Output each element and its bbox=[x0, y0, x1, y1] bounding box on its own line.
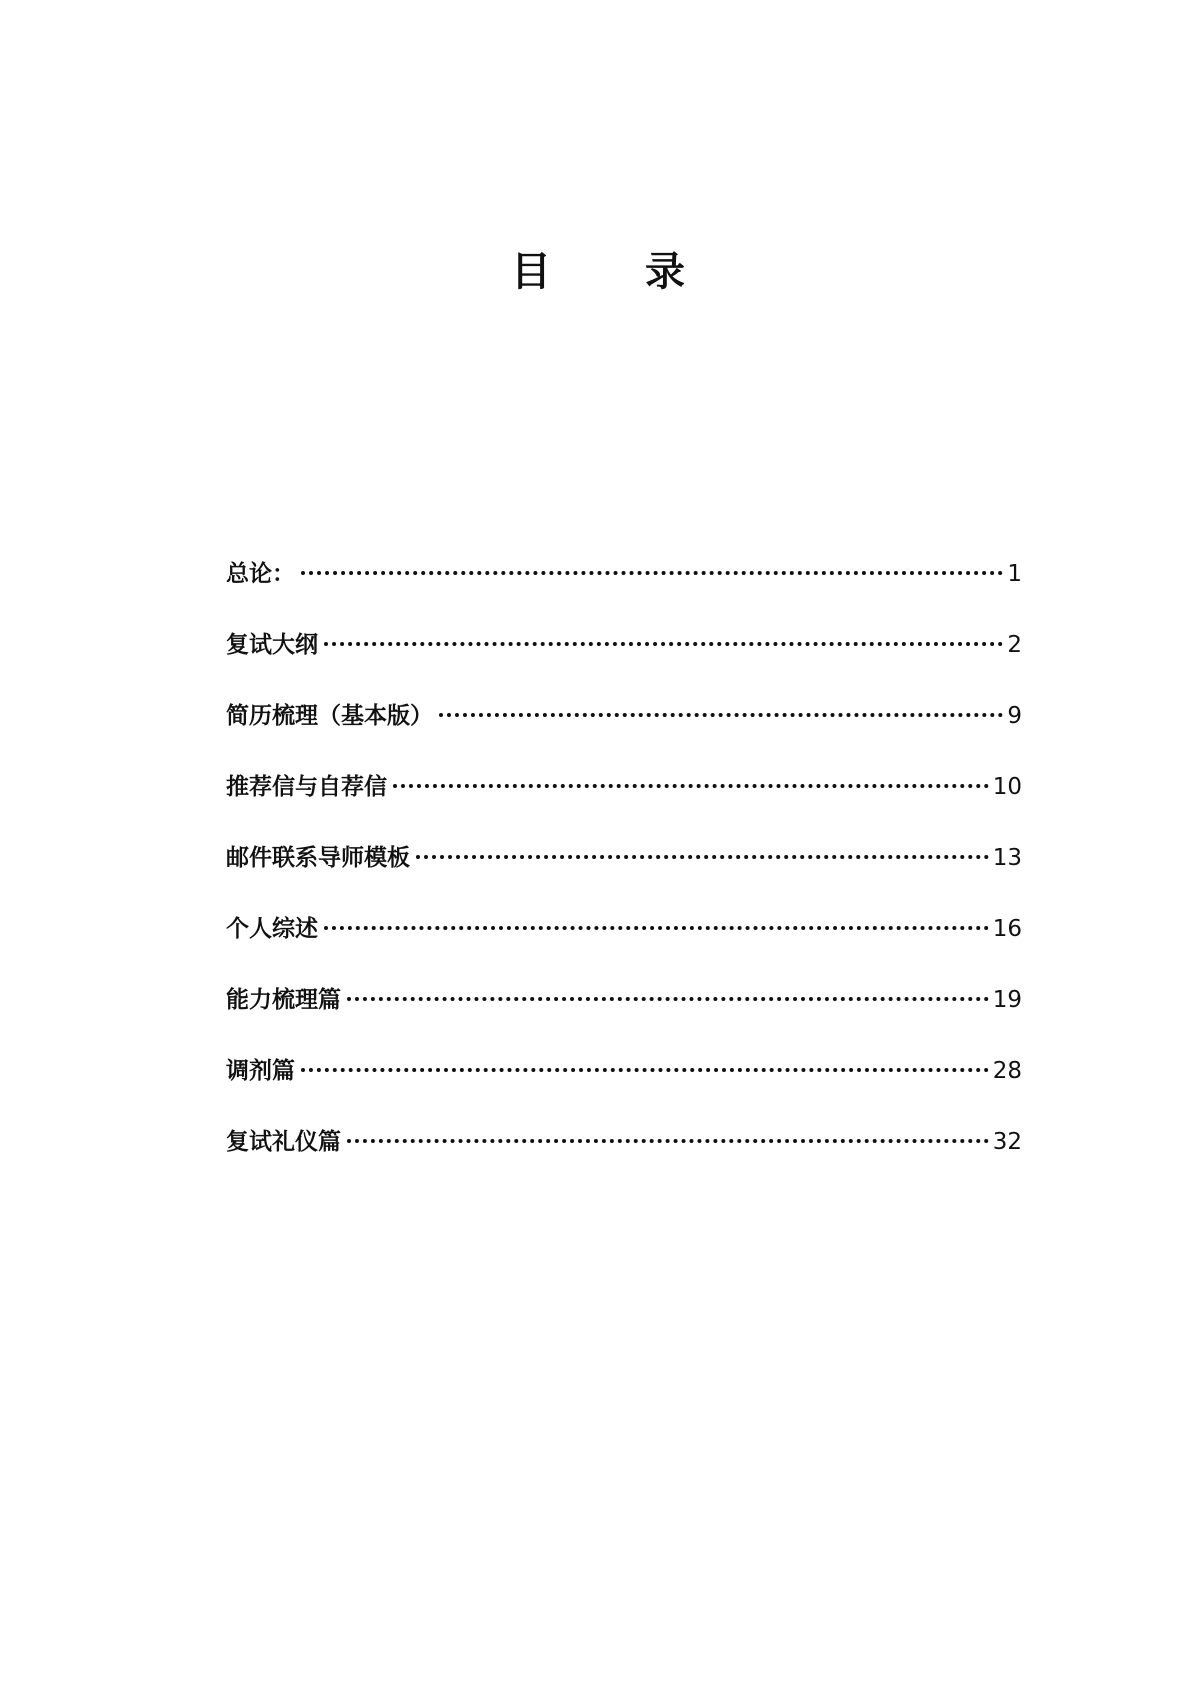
toc-entry-label: 复试大纲 bbox=[226, 632, 318, 658]
toc-leader-dots bbox=[393, 784, 989, 788]
toc-entry-page: 1 bbox=[1007, 561, 1022, 587]
toc-entry-page: 16 bbox=[992, 916, 1022, 942]
toc-leader-dots bbox=[324, 642, 1003, 646]
toc-entry-page: 2 bbox=[1007, 632, 1022, 658]
toc-leader-dots bbox=[416, 855, 989, 859]
toc-entry-label: 邮件联系导师模板 bbox=[226, 845, 410, 871]
toc-entry-label: 复试礼仪篇 bbox=[226, 1129, 341, 1155]
toc-leader-dots bbox=[347, 1139, 989, 1143]
toc-entry[interactable] bbox=[226, 555, 1022, 626]
toc-entry[interactable] bbox=[226, 1052, 1022, 1123]
toc-entry-page: 28 bbox=[992, 1058, 1022, 1084]
toc-leader-dots bbox=[347, 997, 989, 1001]
toc-entry-label: 个人综述 bbox=[226, 916, 318, 942]
table-of-contents bbox=[226, 555, 1022, 1194]
toc-entry-page: 13 bbox=[992, 845, 1022, 871]
toc-leader-dots bbox=[301, 1068, 989, 1072]
toc-entry[interactable] bbox=[226, 626, 1022, 697]
toc-entry-page: 19 bbox=[992, 987, 1022, 1013]
toc-entry-label: 调剂篇 bbox=[226, 1058, 295, 1084]
toc-entry[interactable] bbox=[226, 697, 1022, 768]
toc-entry[interactable] bbox=[226, 910, 1022, 981]
toc-leader-dots bbox=[439, 713, 1003, 717]
toc-entry-label: 简历梳理（基本版） bbox=[226, 703, 433, 729]
toc-entry[interactable] bbox=[226, 839, 1022, 910]
page-title: 目 录 bbox=[511, 249, 725, 295]
toc-entry-page: 9 bbox=[1007, 703, 1022, 729]
toc-entry-label: 总论： bbox=[226, 561, 295, 587]
toc-entry[interactable] bbox=[226, 981, 1022, 1052]
toc-entry-page: 10 bbox=[992, 774, 1022, 800]
toc-entry[interactable] bbox=[226, 1123, 1022, 1194]
toc-entry-label: 能力梳理篇 bbox=[226, 987, 341, 1013]
toc-entry-page: 32 bbox=[992, 1129, 1022, 1155]
toc-leader-dots bbox=[324, 926, 989, 930]
toc-entry-label: 推荐信与自荐信 bbox=[226, 774, 387, 800]
toc-entry[interactable] bbox=[226, 768, 1022, 839]
toc-leader-dots bbox=[301, 571, 1003, 575]
